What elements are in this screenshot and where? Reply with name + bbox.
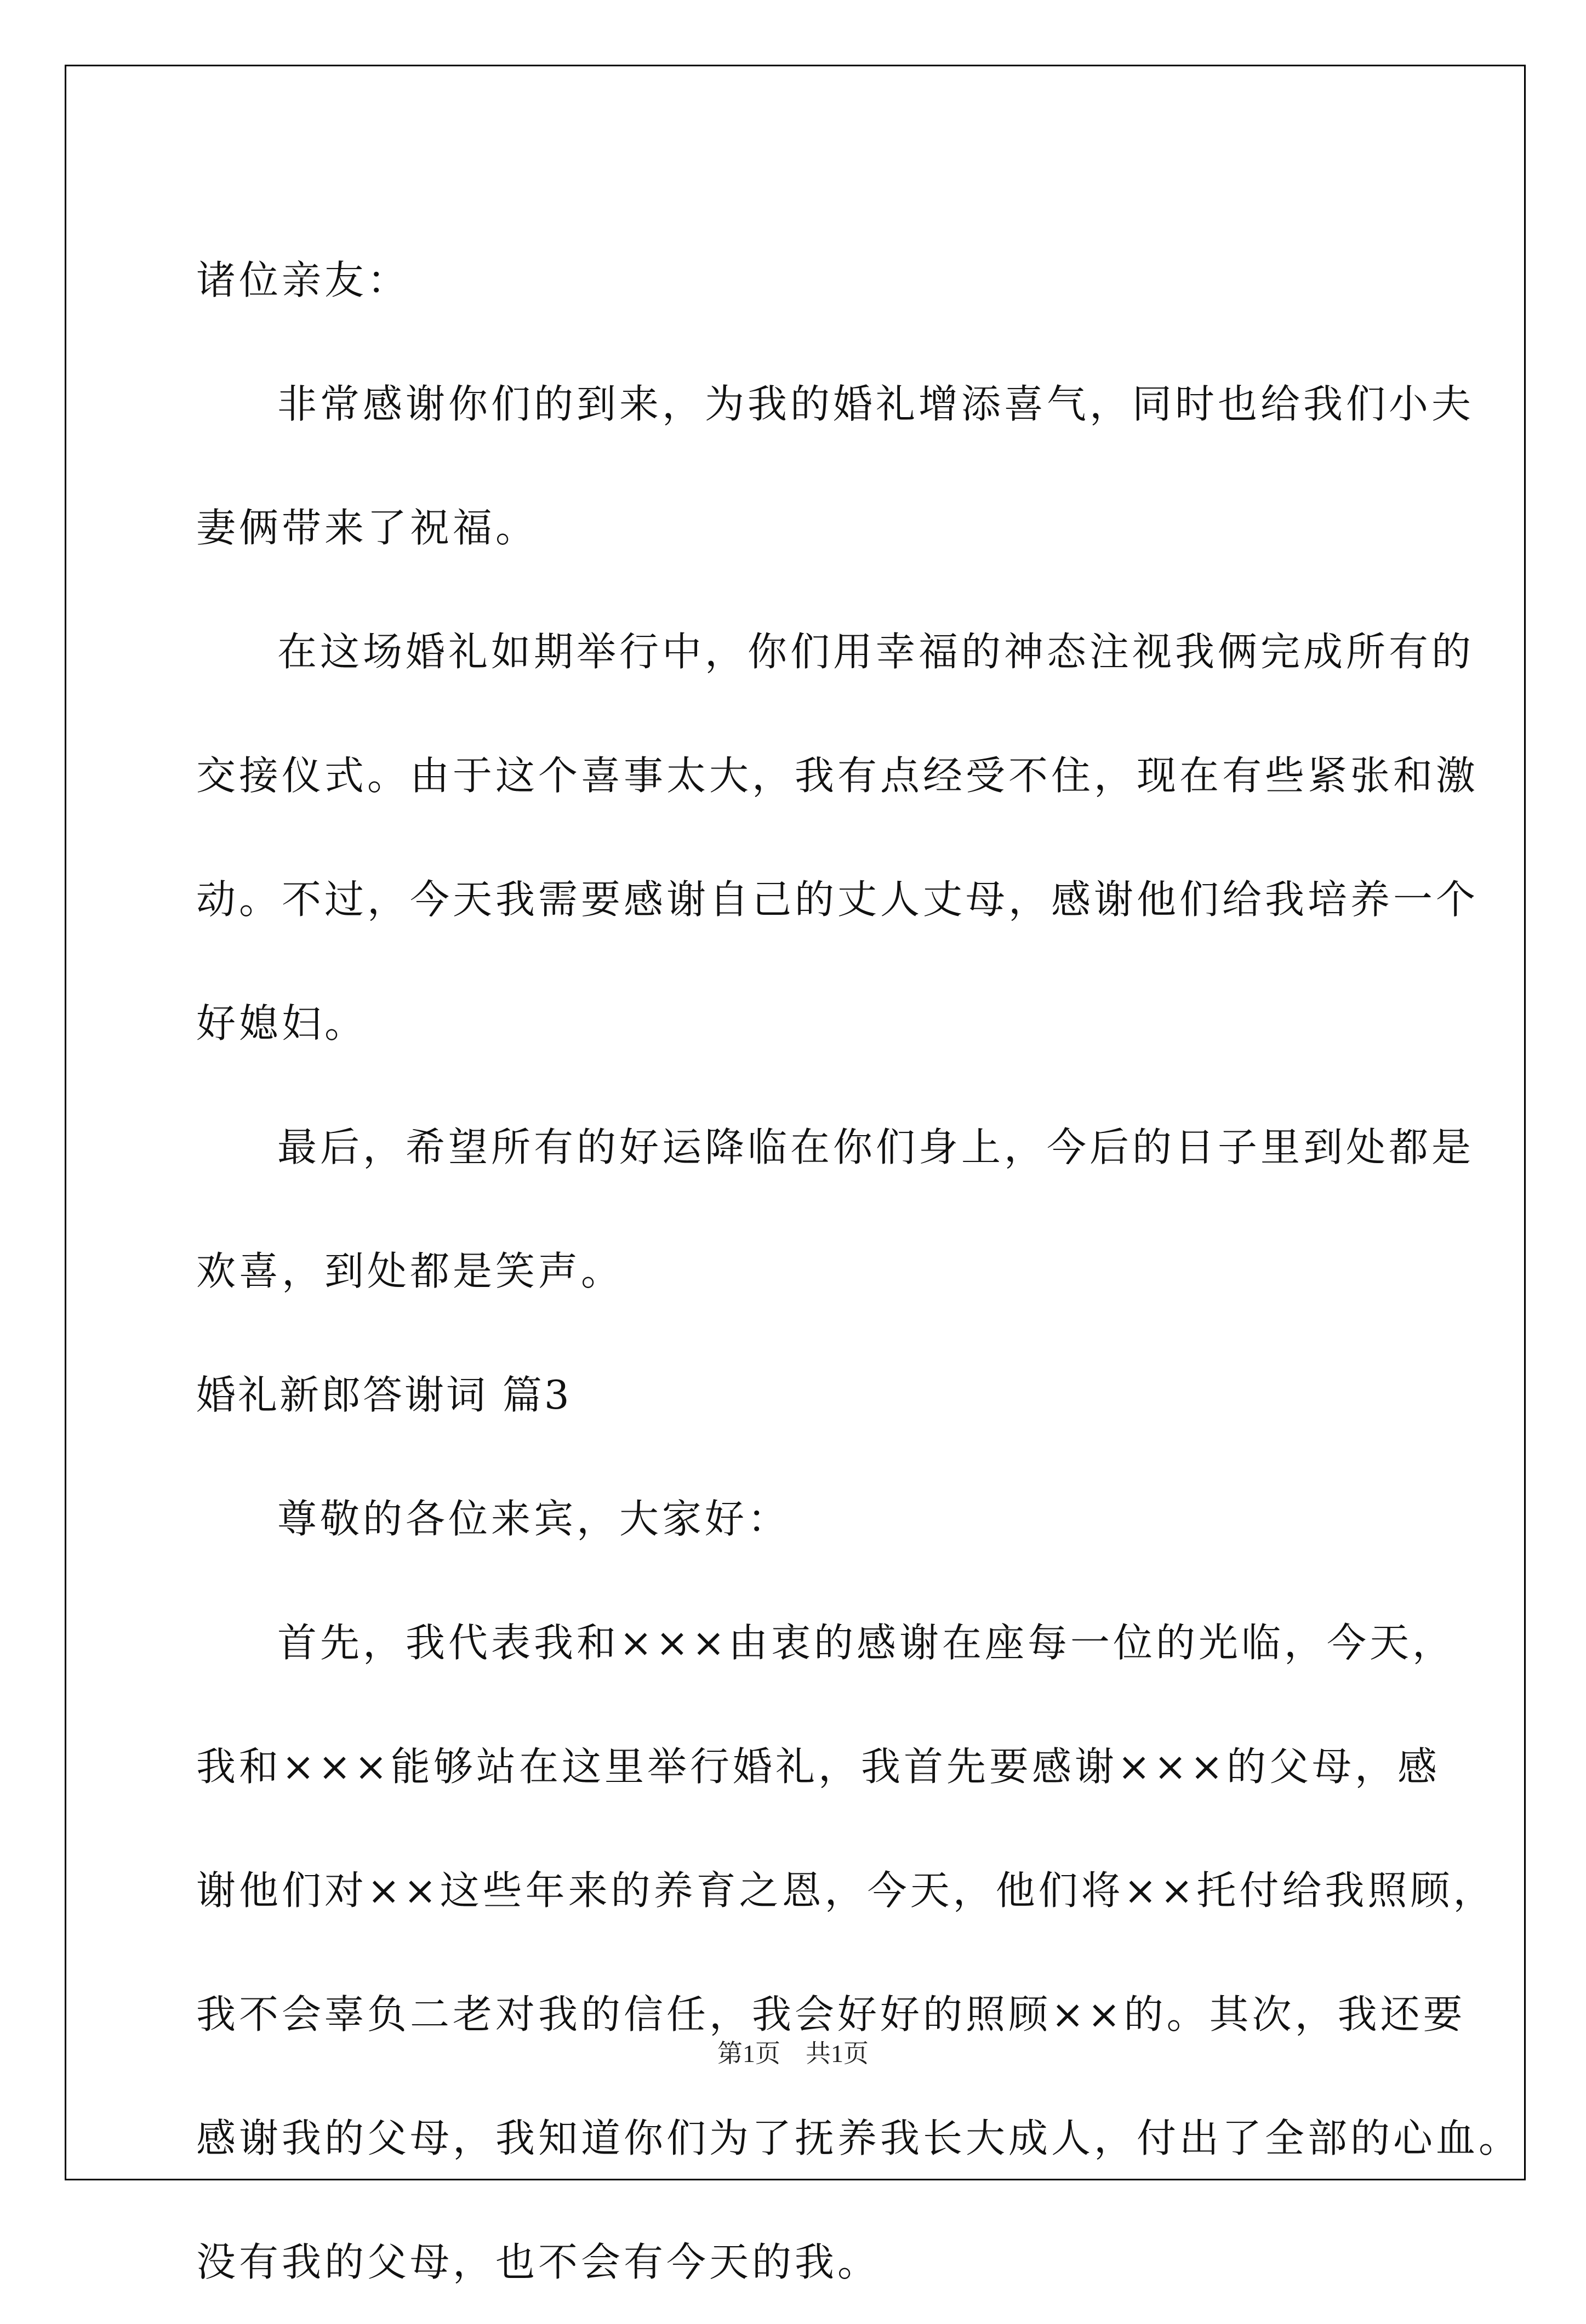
paragraph-line: 首先，我代表我和×××由衷的感谢在座每一位的光临，今天，: [277, 1620, 1455, 1666]
paragraph-line: 没有我的父母，也不会有今天的我。: [196, 2239, 881, 2285]
paragraph-line: 非常感谢你们的到来，为我的婚礼增添喜气，同时也给我们小夫: [277, 381, 1475, 427]
paragraph-line: 在这场婚礼如期举行中，你们用幸福的神态注视我俩完成所有的: [277, 629, 1475, 675]
paragraph-line: 感谢我的父母，我知道你们为了抚养我长大成人，付出了全部的心血。: [196, 2115, 1522, 2161]
paragraph-line: 妻俩带来了祝福。: [196, 505, 539, 551]
paragraph-line: 欢喜，到处都是笑声。: [196, 1248, 624, 1294]
paragraph-line: 好媳妇。: [196, 1000, 368, 1046]
page-number-footer: 第1页 共1页: [717, 2040, 869, 2067]
salutation: 诸位亲友：: [196, 257, 410, 303]
section-heading: 婚礼新郎答谢词 篇3: [196, 1372, 572, 1418]
document-body: [196, 218, 1522, 2324]
paragraph-line: 最后，希望所有的好运降临在你们身上，今后的日子里到处都是: [277, 1124, 1475, 1170]
paragraph-line: 谢他们对××这些年来的养育之恩，今天，他们将××托付给我照顾，: [196, 1867, 1496, 1913]
paragraph-line: 我不会辜负二老对我的信任，我会好好的照顾××的。其次，我还要: [196, 1991, 1466, 2037]
paragraph-line: 动。不过，今天我需要感谢自己的丈人丈母，感谢他们给我培养一个: [196, 876, 1479, 922]
paragraph-line: 我和×××能够站在这里举行婚礼，我首先要感谢×××的父母，感: [196, 1744, 1440, 1790]
paragraph-line: 交接仪式。由于这个喜事太大，我有点经受不住，现在有些紧张和激: [196, 753, 1479, 799]
salutation: 尊敬的各位来宾，大家好：: [277, 1496, 791, 1542]
